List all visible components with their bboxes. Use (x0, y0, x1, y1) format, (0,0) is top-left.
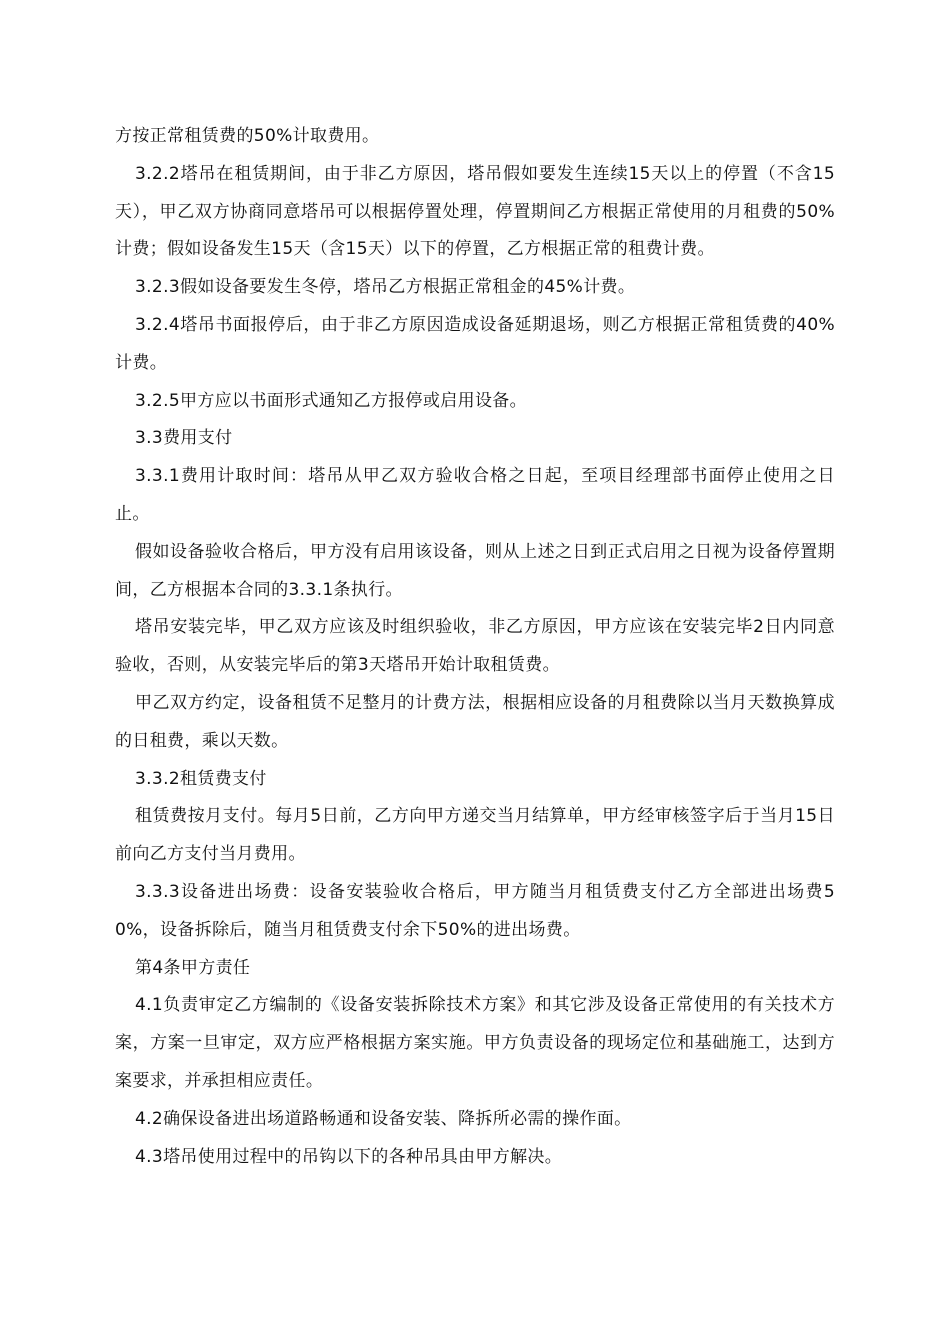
section-heading-3-3-2: 3.3.2租赁费支付 (135, 768, 267, 789)
section-heading-article-4: 第4条甲方责任 (135, 957, 251, 978)
paragraph-monthly-payment: 租赁费按月支付。每月5日前，乙方向甲方递交当月结算单，甲方经审核签字后于当月15日前向乙方支付当月费用。 (115, 806, 835, 865)
clause-3-2-2: 3.2.2塔吊在租赁期间，由于非乙方原因，塔吊假如要发生连续15天以上的停置（不含15天），甲乙双方协商同意塔吊可以根据停置处理，停置期间乙方根据正常使用的月租费的50%计费；假如设备发生15天（含15天）以下的停置，乙方根据正常的租费计费。 (115, 163, 835, 260)
clause-4-3: 4.3塔吊使用过程中的吊钩以下的各种吊具由甲方解决。 (135, 1146, 563, 1167)
paragraph-unused-equipment: 假如设备验收合格后，甲方没有启用该设备，则从上述之日到正式启用之日视为设备停置期间，乙方根据本合同的3.3.1条执行。 (115, 541, 835, 600)
clause-4-1: 4.1负责审定乙方编制的《设备安装拆除技术方案》和其它涉及设备正常使用的有关技术方案，方案一旦审定，双方应严格根据方案实施。甲方负责设备的现场定位和基础施工，达到方案要求，并承担相应责任。 (115, 995, 835, 1091)
clause-3-3-3: 3.3.3设备进出场费：设备安装验收合格后，甲方随当月租赁费支付乙方全部进出场费50%，设备拆除后，随当月租赁费支付余下50%的进出场费。 (115, 881, 835, 940)
clause-3-2-3: 3.2.3假如设备要发生冬停，塔吊乙方根据正常租金的45%计费。 (135, 277, 636, 298)
paragraph-partial-month-billing: 甲乙双方约定，设备租赁不足整月的计费方法，根据相应设备的月租费除以当月天数换算成的日租费，乘以天数。 (115, 692, 835, 751)
paragraph-continuation: 方按正常租赁费的50%计取费用。 (115, 126, 380, 146)
document-body (115, 118, 835, 1176)
section-heading-3-3: 3.3费用支付 (135, 428, 233, 449)
clause-3-2-4: 3.2.4塔吊书面报停后，由于非乙方原因造成设备延期退场，则乙方根据正常租赁费的40%计费。 (115, 314, 835, 373)
clause-3-3-1: 3.3.1费用计取时间：塔吊从甲乙双方验收合格之日起，至项目经理部书面停止使用之日止。 (115, 466, 835, 524)
clause-4-2: 4.2确保设备进出场道路畅通和设备安装、降拆所必需的操作面。 (135, 1108, 632, 1129)
clause-3-2-5: 3.2.5甲方应以书面形式通知乙方报停或启用设备。 (135, 390, 528, 411)
paragraph-installation-acceptance: 塔吊安装完毕，甲乙双方应该及时组织验收，非乙方原因，甲方应该在安装完毕2日内同意验收，否则，从安装完毕后的第3天塔吊开始计取租赁费。 (115, 617, 835, 676)
